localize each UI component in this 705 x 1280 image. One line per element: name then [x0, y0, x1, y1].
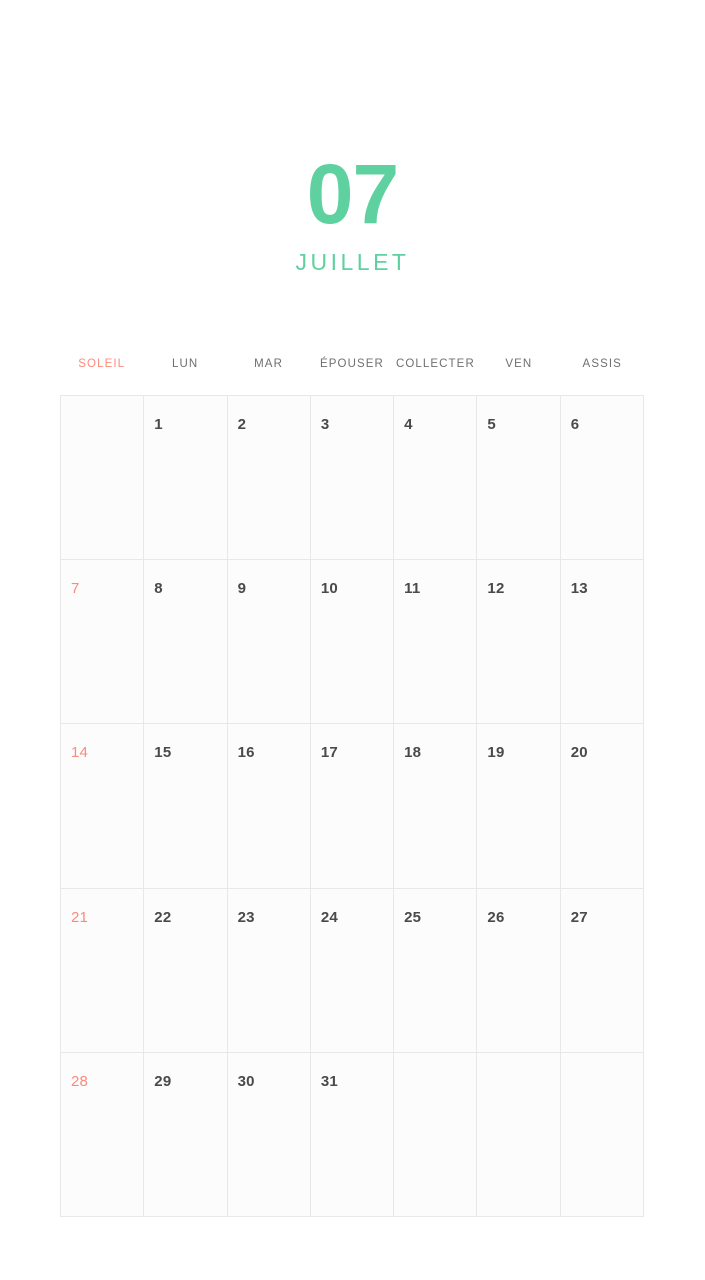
day-number: 12 — [487, 580, 505, 598]
day-cell[interactable] — [477, 889, 560, 1053]
day-cell[interactable] — [144, 560, 227, 724]
day-number: 4 — [404, 416, 413, 433]
day-cell[interactable] — [228, 560, 311, 724]
day-number: 19 — [487, 744, 505, 762]
weekday-label-1: LUN — [171, 358, 199, 370]
month-number: 07 — [306, 147, 399, 241]
day-cell[interactable] — [394, 560, 477, 724]
day-number: 25 — [404, 908, 422, 926]
day-number: 31 — [320, 1072, 338, 1090]
day-cell[interactable] — [144, 724, 227, 888]
day-number: 1 — [154, 416, 163, 433]
day-cell[interactable] — [144, 889, 227, 1053]
day-cell[interactable] — [311, 560, 394, 724]
weekday-label-2: MAR — [254, 358, 283, 370]
day-cell[interactable] — [144, 396, 227, 560]
day-cell-empty — [61, 396, 144, 560]
day-number: 26 — [487, 908, 505, 926]
day-cell[interactable] — [477, 560, 560, 724]
day-cell[interactable] — [394, 724, 477, 888]
day-cell[interactable] — [228, 1053, 311, 1217]
weekday-header-row — [60, 358, 644, 370]
day-cell[interactable] — [311, 889, 394, 1053]
day-cell[interactable] — [61, 560, 144, 724]
day-number: 28 — [71, 1072, 89, 1090]
weekday-label-0: SOLEIL — [78, 358, 126, 370]
day-number: 6 — [570, 416, 580, 433]
day-cell[interactable] — [477, 724, 560, 888]
day-number: 15 — [154, 744, 172, 762]
day-cell[interactable] — [228, 889, 311, 1053]
day-cell[interactable] — [561, 560, 644, 724]
day-cell[interactable] — [561, 396, 644, 560]
day-number: 2 — [237, 416, 247, 433]
day-number: 29 — [154, 1072, 172, 1090]
day-cell[interactable] — [477, 396, 560, 560]
day-cell-empty — [477, 1053, 560, 1217]
day-cell[interactable] — [61, 1053, 144, 1217]
day-number: 23 — [237, 908, 255, 926]
day-cell-empty — [394, 1053, 477, 1217]
day-number: 22 — [154, 908, 172, 926]
day-number: 17 — [320, 744, 338, 762]
month-name: JUILLET — [295, 248, 410, 275]
day-number: 24 — [320, 908, 338, 926]
day-number: 14 — [71, 744, 89, 762]
weekday-label-4: COLLECTER — [395, 358, 475, 370]
calendar-grid — [60, 395, 644, 1217]
day-number: 9 — [237, 580, 247, 598]
day-number: 11 — [404, 580, 421, 598]
weekday-label-3: ÉPOUSER — [320, 358, 384, 370]
day-cell[interactable] — [144, 1053, 227, 1217]
day-number: 5 — [487, 416, 496, 433]
day-cell[interactable] — [394, 889, 477, 1053]
day-cell[interactable] — [228, 396, 311, 560]
day-number: 10 — [320, 580, 338, 598]
day-number: 20 — [570, 744, 588, 762]
day-cell-empty — [561, 1053, 644, 1217]
day-cell[interactable] — [311, 396, 394, 560]
day-number: 16 — [237, 744, 255, 762]
day-cell[interactable] — [561, 889, 644, 1053]
day-cell[interactable] — [311, 1053, 394, 1217]
day-cell[interactable] — [61, 724, 144, 888]
day-number: 13 — [570, 580, 588, 598]
weekday-label-5: VEN — [505, 358, 533, 370]
weekday-label-6: ASSIS — [582, 358, 622, 370]
day-cell[interactable] — [311, 724, 394, 888]
day-number: 7 — [71, 580, 80, 598]
day-cell[interactable] — [561, 724, 644, 888]
day-number: 3 — [320, 416, 330, 433]
day-number: 27 — [570, 908, 588, 926]
day-number: 21 — [71, 908, 89, 926]
calendar-header — [0, 147, 705, 276]
day-cell[interactable] — [394, 396, 477, 560]
day-number: 18 — [404, 744, 422, 762]
day-cell[interactable] — [228, 724, 311, 888]
day-number: 30 — [237, 1072, 255, 1090]
day-cell[interactable] — [61, 889, 144, 1053]
day-number: 8 — [154, 580, 163, 598]
